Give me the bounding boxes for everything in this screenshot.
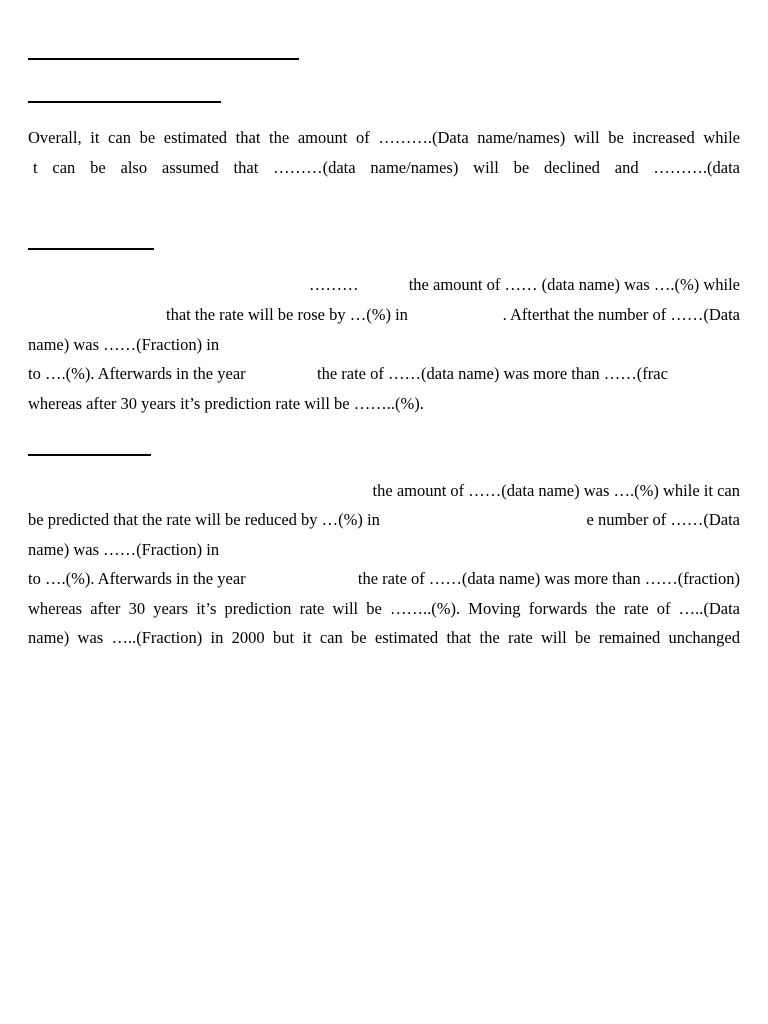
para2-line2-text-a: that the rate will be rose by …(%) in xyxy=(166,305,408,324)
para3-line4-text-a: to ….(%). Afterwards in the year xyxy=(28,569,246,588)
para2-line1-dots: ……… xyxy=(309,275,359,294)
para2-line3: name) was ……(Fraction) in xyxy=(28,335,220,354)
para2-line2-text-b: . Afterthat the number of ……(Data xyxy=(502,305,740,324)
para3-line2-text-b: e number of ……(Data xyxy=(586,510,740,529)
para3-line5: whereas after 30 years it’s prediction rate will be ……..(%). Moving forwards the rate of …..(Data xyxy=(28,599,740,618)
para3-line4-text-b: the rate of ……(data name) was more than ……(fraction) xyxy=(357,569,740,588)
para1-line2: t can be also assumed that ………(data name/names) will be declined and ……….(data xyxy=(33,158,740,177)
para3-line4 xyxy=(28,569,740,589)
para3-line3: name) was ……(Fraction) in xyxy=(28,540,220,559)
para3-line1-text: the amount of ……(data name) was ….(%) while it can xyxy=(372,481,740,500)
heading-underline-4 xyxy=(28,454,151,456)
para2-line4 xyxy=(28,364,740,384)
para2-line5: whereas after 30 years it’s prediction rate will be ……..(%). xyxy=(28,394,424,413)
heading-underline-2 xyxy=(28,101,221,103)
para2-line4-text-b: the rate of ……(data name) was more than ……(frac xyxy=(317,364,668,383)
heading-underline-3 xyxy=(28,248,154,250)
para3-line1 xyxy=(28,481,740,501)
para2-line4-text-a: to ….(%). Afterwards in the year xyxy=(28,364,246,383)
heading-underline-1 xyxy=(28,58,299,60)
para2-line1 xyxy=(28,275,740,295)
para3-line6: name) was …..(Fraction) in 2000 but it can be estimated that the rate will be remained unchanged xyxy=(28,628,740,647)
para2-line2 xyxy=(28,305,740,325)
para1-line1: Overall, it can be estimated that the amount of ……….(Data name/names) will be increased while xyxy=(28,128,740,147)
para2-line1-text: the amount of …… (data name) was ….(%) while xyxy=(408,275,740,294)
para3-line2-text-a: be predicted that the rate will be reduced by …(%) in xyxy=(28,510,380,529)
para3-line2 xyxy=(28,510,740,530)
